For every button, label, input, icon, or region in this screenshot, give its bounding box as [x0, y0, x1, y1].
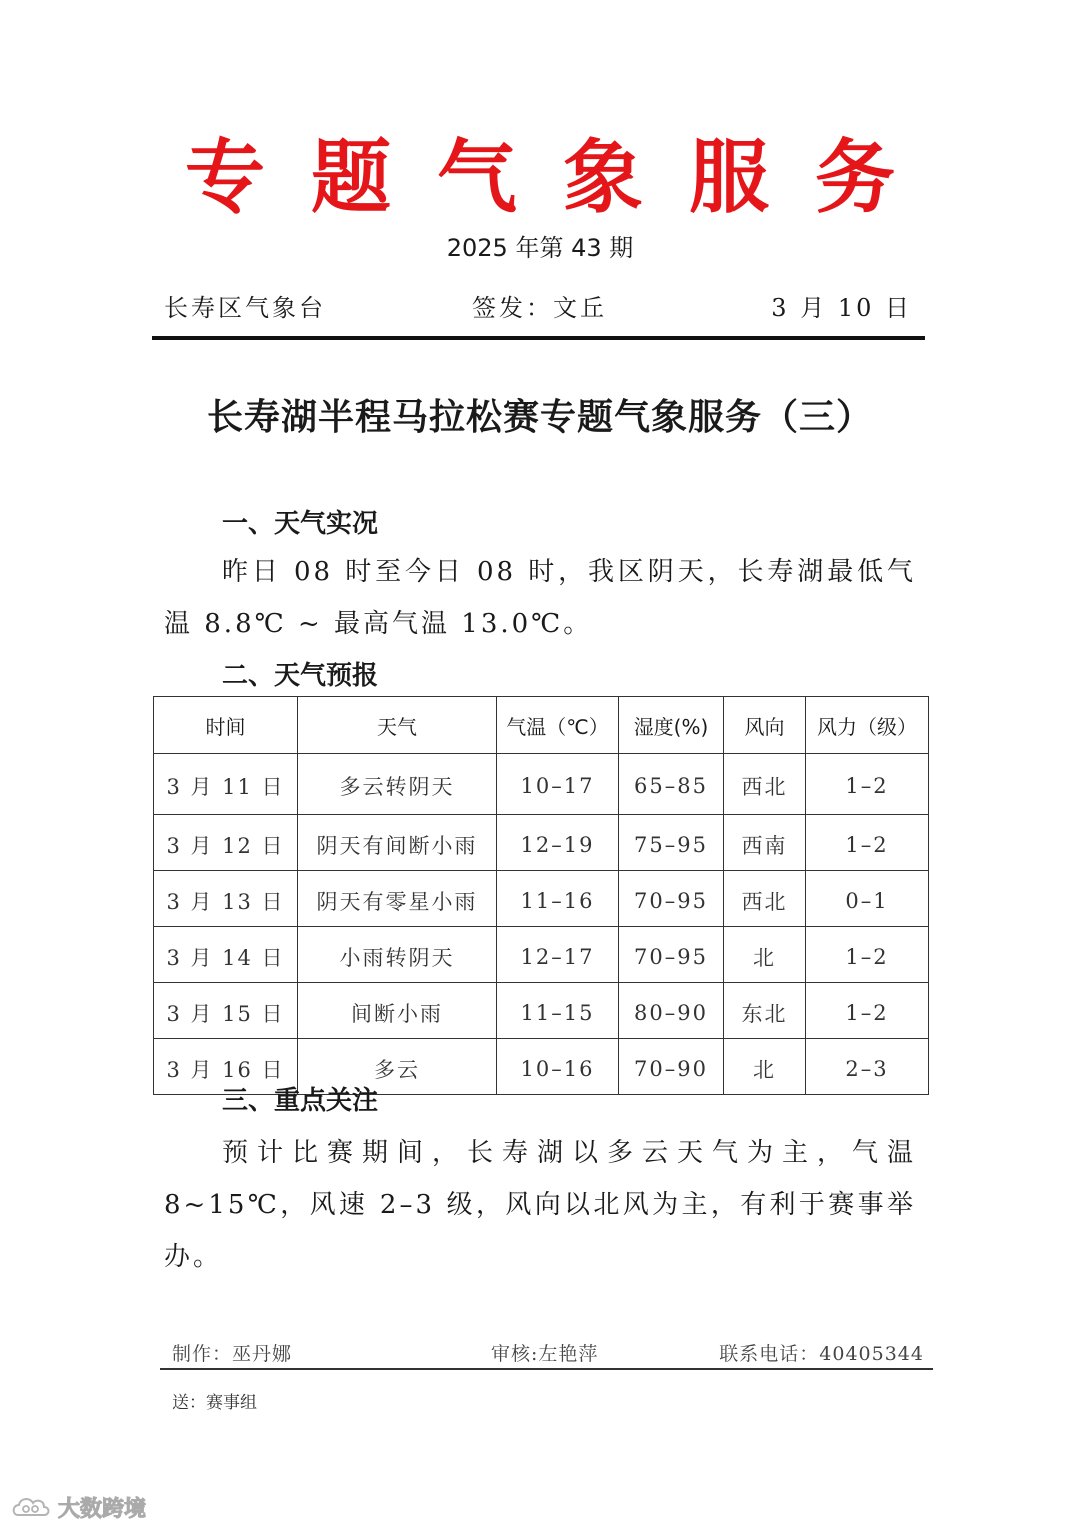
col-header-wind-force: 风力（级） — [806, 697, 929, 754]
cell-wind-force: 1–2 — [806, 815, 929, 871]
signer: 签发：文丘 — [472, 294, 607, 322]
cell-wind-force: 2–3 — [806, 1039, 929, 1095]
forecast-table — [153, 696, 929, 1095]
cell-wind-dir: 西南 — [724, 815, 806, 871]
cell-date: 3 月 13 日 — [154, 871, 298, 927]
cell-wind-dir: 西北 — [724, 871, 806, 927]
section-heading-forecast: 二、天气预报 — [222, 661, 379, 691]
cell-wind-force: 1–2 — [806, 927, 929, 983]
cell-temp: 12–19 — [497, 815, 619, 871]
cell-wind-dir: 北 — [724, 1039, 806, 1095]
cell-wind-force: 1–2 — [806, 983, 929, 1039]
col-header-weather: 天气 — [298, 697, 497, 754]
table-row — [154, 815, 929, 871]
cell-weather: 多云转阴天 — [298, 754, 497, 815]
focus-paragraph: 预计比赛期间，长寿湖以多云天气为主，气温 8~15℃，风速 2–3 级，风向以北风为主，有利于赛事举办。 — [164, 1138, 916, 1272]
section-heading-observed: 一、天气实况 — [222, 509, 379, 539]
col-header-humidity: 湿度(%) — [619, 697, 724, 754]
cell-temp: 10–17 — [497, 754, 619, 815]
masthead-title: 专题气象服务 — [185, 131, 941, 224]
table-header-row — [154, 697, 929, 754]
meta-row — [0, 290, 1080, 326]
cell-temp: 10–16 — [497, 1039, 619, 1095]
cell-weather: 阴天有零星小雨 — [298, 871, 497, 927]
watermark — [10, 1490, 146, 1524]
cell-humidity: 70–90 — [619, 1039, 724, 1095]
col-header-temp: 气温（℃） — [497, 697, 619, 754]
cell-date: 3 月 16 日 — [154, 1039, 298, 1095]
section-heading-focus: 三、重点关注 — [222, 1086, 379, 1116]
send-to: 送：赛事组 — [172, 1393, 257, 1413]
col-header-wind-dir: 风向 — [724, 697, 806, 754]
cell-temp: 11–16 — [497, 871, 619, 927]
cell-temp: 11–15 — [497, 983, 619, 1039]
cell-weather: 小雨转阴天 — [298, 927, 497, 983]
table-row — [154, 927, 929, 983]
cell-humidity: 70–95 — [619, 871, 724, 927]
reviewer: 审核:左艳萍 — [491, 1343, 599, 1365]
cell-humidity: 70–95 — [619, 927, 724, 983]
footer-row — [0, 1338, 1080, 1370]
contact-phone: 联系电话：40405344 — [719, 1343, 924, 1365]
cell-wind-dir: 北 — [724, 927, 806, 983]
cell-wind-force: 0–1 — [806, 871, 929, 927]
cell-date: 3 月 14 日 — [154, 927, 298, 983]
table-row — [154, 871, 929, 927]
observed-paragraph: 昨日 08 时至今日 08 时，我区阴天，长寿湖最低气温 8.8℃ ~ 最高气温 13.0℃。 — [164, 557, 916, 639]
col-header-date: 时间 — [154, 697, 298, 754]
cell-date: 3 月 15 日 — [154, 983, 298, 1039]
watermark-text: 大数跨境 — [58, 1496, 147, 1522]
cell-temp: 12–17 — [497, 927, 619, 983]
author: 制作：巫丹娜 — [172, 1343, 293, 1365]
table-row — [154, 983, 929, 1039]
issue-number: 2025 年第 43 期 — [446, 234, 634, 262]
cell-humidity: 65–85 — [619, 754, 724, 815]
cell-wind-dir: 西北 — [724, 754, 806, 815]
cell-humidity: 80–90 — [619, 983, 724, 1039]
footer-rule — [160, 1368, 933, 1370]
cell-wind-dir: 东北 — [724, 983, 806, 1039]
issuing-org: 长寿区气象台 — [164, 294, 326, 322]
cell-weather: 间断小雨 — [298, 983, 497, 1039]
cloud-logo-icon — [10, 1493, 52, 1521]
cell-date: 3 月 11 日 — [154, 754, 298, 815]
cell-weather: 阴天有间断小雨 — [298, 815, 497, 871]
issue-date: 3 月 10 日 — [771, 294, 912, 322]
document-title: 长寿湖半程马拉松赛专题气象服务（三） — [206, 397, 873, 438]
header-rule — [152, 336, 925, 340]
cell-wind-force: 1–2 — [806, 754, 929, 815]
cell-weather: 多云 — [298, 1039, 497, 1095]
cell-date: 3 月 12 日 — [154, 815, 298, 871]
cell-humidity: 75–95 — [619, 815, 724, 871]
table-row — [154, 754, 929, 815]
